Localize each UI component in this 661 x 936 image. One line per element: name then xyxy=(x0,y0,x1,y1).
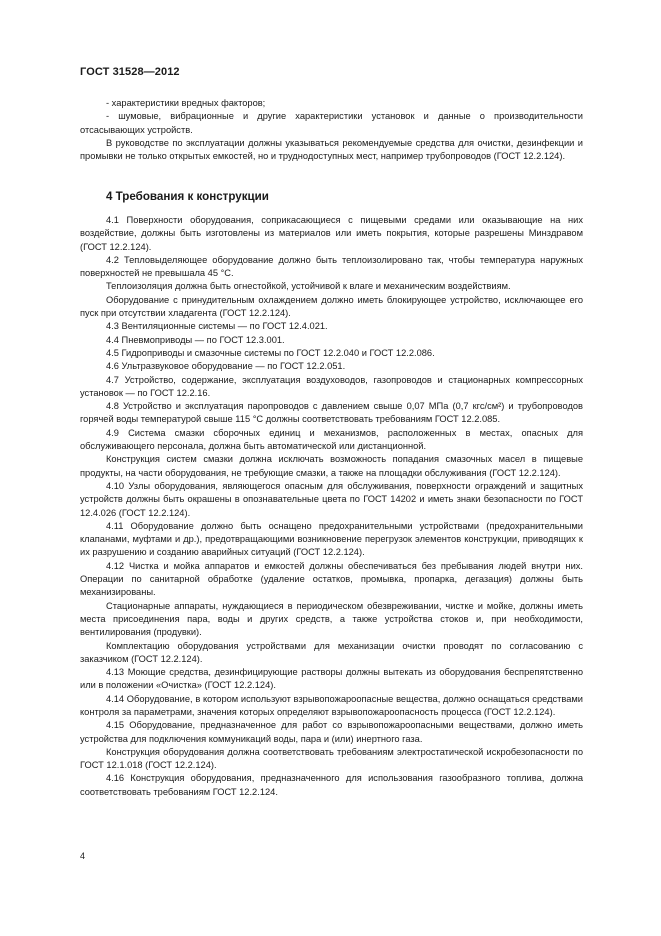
paragraph: Теплоизоляция должна быть огнестойкой, устойчивой к влаге и механическим воздействиям. xyxy=(106,281,511,292)
paragraph: В руководстве по эксплуатации должны указываться рекомендуемые средства для очистки, дезинфекции и промывки не только открытых емкостей, но и труднодоступных мест, например трубопроводов (ГОСТ 12.2.124). xyxy=(80,137,583,162)
paragraph-4-15: 4.15 Оборудование, предназначенное для работ со взрывопожароопасными веществами, должно иметь устройства для подключения коммуникаций воды, пара и (или) инертного газа. xyxy=(80,720,583,744)
paragraph: Комплектацию оборудования устройствами для механизации очистки проводят по согласованию с заказчиком (ГОСТ 12.2.124). xyxy=(80,640,583,664)
paragraph-4-11: 4.11 Оборудование должно быть оснащено предохранительными устройствами (предохранительными клапанами, муфтами и др.), предотвращающими возникновение перегрузок элементов конструкции, приводящих к их разрушению и созданию аварийных ситуаций (ГОСТ 12.2.124). xyxy=(80,520,583,558)
paragraph-4-9: 4.9 Система смазки сборочных единиц и механизмов, расположенных в местах, опасных для обслуживающего персонала, должна быть автоматической или дистанционной. xyxy=(80,427,583,452)
paragraph: Конструкция оборудования должна соответствовать требованиям электростатической искробезопасности по ГОСТ 12.1.018 (ГОСТ 12.2.124). xyxy=(80,746,583,771)
paragraph-4-10: 4.10 Узлы оборудования, являющегося опасным для обслуживания, поверхности ограждений и защитных устройств должны быть окрашены в опознавательные цвета по ГОСТ 14202 и иметь знаки безопасности по ГОСТ 12.4.026 (ГОСТ 12.2.124). xyxy=(80,480,583,518)
page-number: 4 xyxy=(80,851,86,861)
paragraph-4-14: 4.14 Оборудование, в котором используют взрывопожароопасные вещества, должно оснащаться средствами контроля за параметрами, значения которых определяют взрывопожароопасность процесса (ГОСТ 12.2.124). xyxy=(80,693,583,717)
section-body xyxy=(80,214,583,799)
paragraph-4-6: 4.6 Ультразвуковое оборудование — по ГОСТ 12.2.051. xyxy=(106,361,346,372)
paragraph-4-16: 4.16 Конструкция оборудования, предназначенного для использования газообразного топлива, должна соответствовать требованиям ГОСТ 12.2.124. xyxy=(80,773,583,797)
paragraph-4-4: 4.4 Пневмоприводы — по ГОСТ 12.3.001. xyxy=(106,334,285,345)
paragraph-4-3: 4.3 Вентиляционные системы — по ГОСТ 12.4.021. xyxy=(106,321,328,332)
list-item: - характеристики вредных факторов; xyxy=(106,98,266,108)
paragraph-4-13: 4.13 Моющие средства, дезинфицирующие растворы должны вытекать из оборудования беспрепятственно или в положении «Очистка» (ГОСТ 12.2.124). xyxy=(80,667,583,691)
section-heading: 4 Требования к конструкции xyxy=(106,190,269,203)
list-item: - шумовые, вибрационные и другие характеристики установок и данные о производительности отсасывающих устройств. xyxy=(80,111,583,135)
paragraph-4-12: 4.12 Чистка и мойка аппаратов и емкостей должны обеспечиваться без пребывания людей внутри них. Операции по санитарной обработке (удаление остатков, промывка, пропарка, дегазация) должны быть механизированы. xyxy=(80,560,583,598)
paragraph-4-5: 4.5 Гидроприводы и смазочные системы по ГОСТ 12.2.040 и ГОСТ 12.2.086. xyxy=(106,347,435,358)
paragraph-4-8: 4.8 Устройство и эксплуатация паропроводов с давлением свыше 0,07 МПа (0,7 кгс/см²) и трубопроводов горячей воды температурой свыше 115 °С должны соответствовать требованиям ГОСТ 12.2.085. xyxy=(80,401,583,425)
paragraph-4-7: 4.7 Устройство, содержание, эксплуатация воздуховодов, газопроводов и стационарных компрессорных установок — по ГОСТ 12.2.16. xyxy=(80,374,583,398)
paragraph: Конструкция систем смазки должна исключать возможность попадания смазочных масел в пищевые продукты, на части оборудования, не требующие смазки, а также на площадки обслуживания (ГОСТ 12.2.124). xyxy=(80,454,583,478)
paragraph-4-2: 4.2 Тепловыделяющее оборудование должно быть теплоизолировано так, чтобы температура наружных поверхностей не превышала 45 °С. xyxy=(80,254,583,279)
intro-text-block xyxy=(80,97,583,163)
paragraph-4-1: 4.1 Поверхности оборудования, соприкасающиеся с пищевыми средами или оказывающие на них воздействие, должны быть изготовлены из материалов или иметь покрытия, которые разрешены Минздравом (ГОСТ 12.2.124). xyxy=(80,215,583,252)
paragraph: Оборудование с принудительным охлаждением должно иметь блокирующее устройство, исключающее его пуск при отсутствии хладагента (ГОСТ 12.2.124). xyxy=(80,294,583,319)
document-code-header: ГОСТ 31528—2012 xyxy=(80,66,180,78)
paragraph: Стационарные аппараты, нуждающиеся в периодическом обезвреживании, чистке и мойке, должны иметь места присоединения пара, воды и других средств, а также устройства стоков и, при необходимости, вентилирования (продувки). xyxy=(80,600,583,638)
